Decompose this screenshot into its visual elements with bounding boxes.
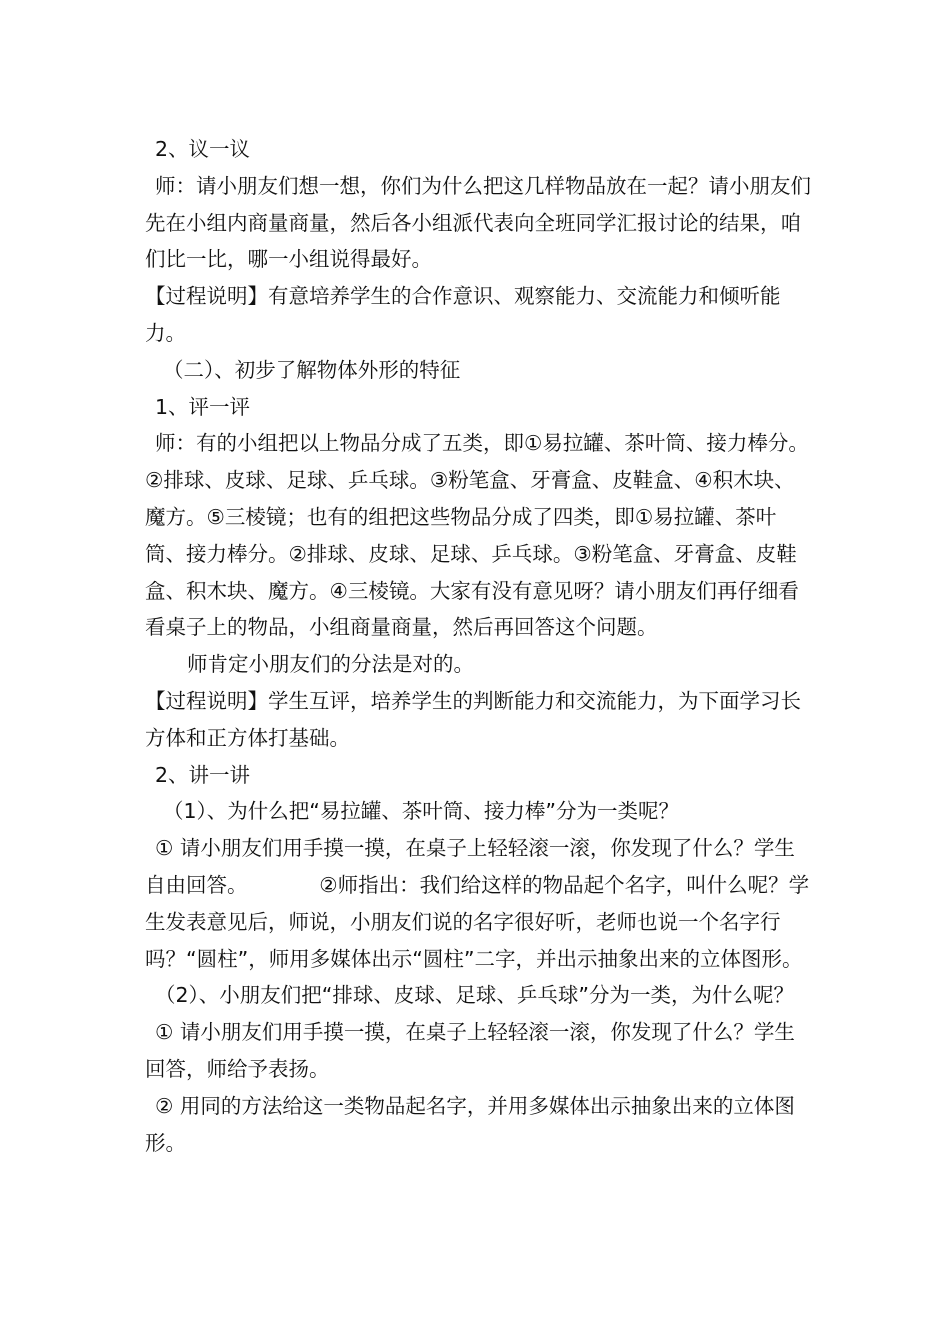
- section-heading-shape-features: （二）、初步了解物体外形的特征: [163, 357, 461, 382]
- teacher-classification-paragraph: 师：有的小组把以上物品分成了五类，即①易拉罐、茶叶筒、接力棒分。②排球、皮球、足球、乒乓球。③粉笔盒、牙膏盒、皮鞋盒、④积木块、魔方。⑤三棱镜；也有的组把这些物品分成了四类，即①易拉罐、茶叶筒、接力棒分。②排球、皮球、足球、乒乓球。③粉笔盒、牙膏盒、皮鞋盒、积木块、魔方。④三棱镜。大家有没有意见呀？请小朋友们再仔细看看桌子上的物品，小组商量商量，然后再回答这个问题。: [145, 431, 809, 640]
- sphere-activity-paragraph: ① 请小朋友们用手摸一摸，在桌子上轻轻滚一滚，你发现了什么？学生回答，师给予表扬。: [145, 1020, 795, 1081]
- subsection-heading-evaluate: 1、评一评: [155, 394, 251, 419]
- question-sphere-heading: （2）、小朋友们把“排球、皮球、足球、乒乓球”分为一类，为什么呢？: [155, 983, 795, 1008]
- process-note-paragraph: 【过程说明】有意培养学生的合作意识、观察能力、交流能力和倾听能力。: [145, 284, 781, 345]
- subsection-heading-explain: 2、讲一讲: [155, 762, 251, 787]
- sphere-naming-paragraph: ② 用同的方法给这一类物品起名字，并用多媒体出示抽象出来的立体图形。: [145, 1093, 795, 1155]
- teacher-instruction-paragraph: 师：请小朋友们想一想，你们为什么把这几样物品放在一起？请小朋友们先在小组内商量商量，然后各小组派代表向全班同学汇报讨论的结果，咱们比一比，哪一小组说得最好。: [145, 173, 811, 272]
- subsection-heading-discuss: 2、议一议: [155, 137, 251, 161]
- document-body: [145, 131, 815, 1161]
- cylinder-activity-paragraph: ① 请小朋友们用手摸一摸，在桌子上轻轻滚一滚，你发现了什么？学生自由回答。 ②师指出：我们给这样的物品起个名字，叫什么呢？学生发表意见后，师说，小朋友们说的名字很好听，老师也说一个名字行吗？“圆柱”，师用多媒体出示“圆柱”二字，并出示抽象出来的立体图形。: [145, 836, 810, 971]
- question-cylinder-heading: （1）、为什么把“易拉罐、茶叶筒、接力棒”分为一类呢？: [163, 799, 680, 824]
- teacher-affirmation-paragraph: 师肯定小朋友们的分法是对的。: [187, 652, 474, 677]
- process-note-paragraph: 【过程说明】学生互评，培养学生的判断能力和交流能力，为下面学习长方体和正方体打基础。: [145, 688, 801, 750]
